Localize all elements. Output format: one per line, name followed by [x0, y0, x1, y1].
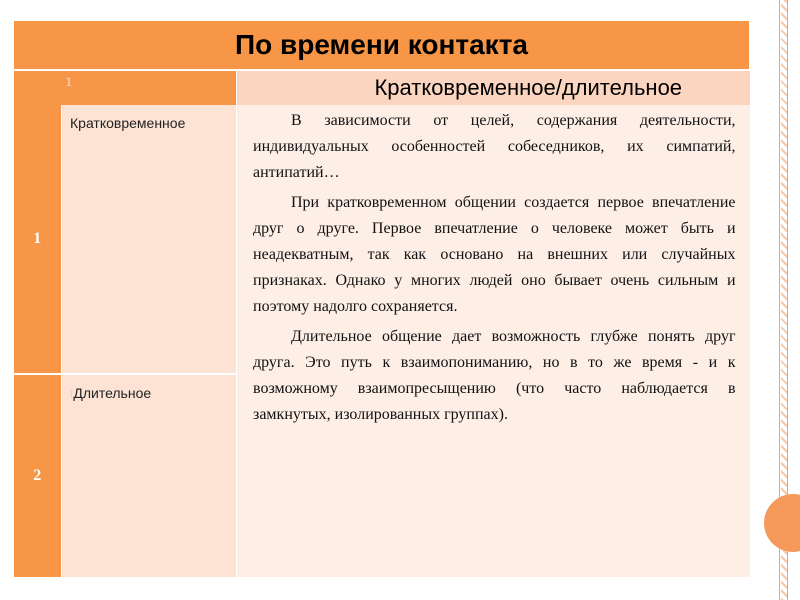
description-cell	[237, 105, 750, 577]
decorative-circle	[764, 494, 800, 552]
table-row	[14, 105, 750, 374]
row-name-cell	[62, 105, 237, 374]
description-paragraph: В зависимости от целей, содержания деятельности, индивидуальных особенностей собеседников, их симпатий, антипатий…	[253, 112, 736, 181]
slide-title: По времени контакта	[14, 21, 750, 71]
content-table	[13, 20, 750, 577]
description-paragraph: При кратковременном общении создается первое впечатление друг о друге. Первое впечатление о человеке может быть и неадекватным, так как основано на внешних или случайных признаках. Однако у многих людей оно бывает очень сильным и поэтому надолго сохраняется.	[253, 194, 736, 315]
row-number: 2	[14, 374, 62, 577]
row-number: 1	[14, 105, 62, 374]
row-name: Длительное	[73, 385, 152, 401]
header-number: 1	[65, 74, 72, 89]
description-paragraph: Длительное общение дает возможность глубже понять друг друга. Это путь к взаимопониманию, но в то же время - и к возможному взаимопресыщению (что часто наблюдается в замкнутых, изолированных группах).	[253, 328, 736, 423]
row-marker: l	[70, 387, 74, 401]
header-title-cell	[237, 70, 750, 105]
row-name: Кратковременное	[70, 115, 186, 131]
header-number-cell	[14, 70, 237, 105]
header-title: Кратковременное/длительное	[374, 75, 683, 100]
row-name-cell	[62, 374, 237, 577]
